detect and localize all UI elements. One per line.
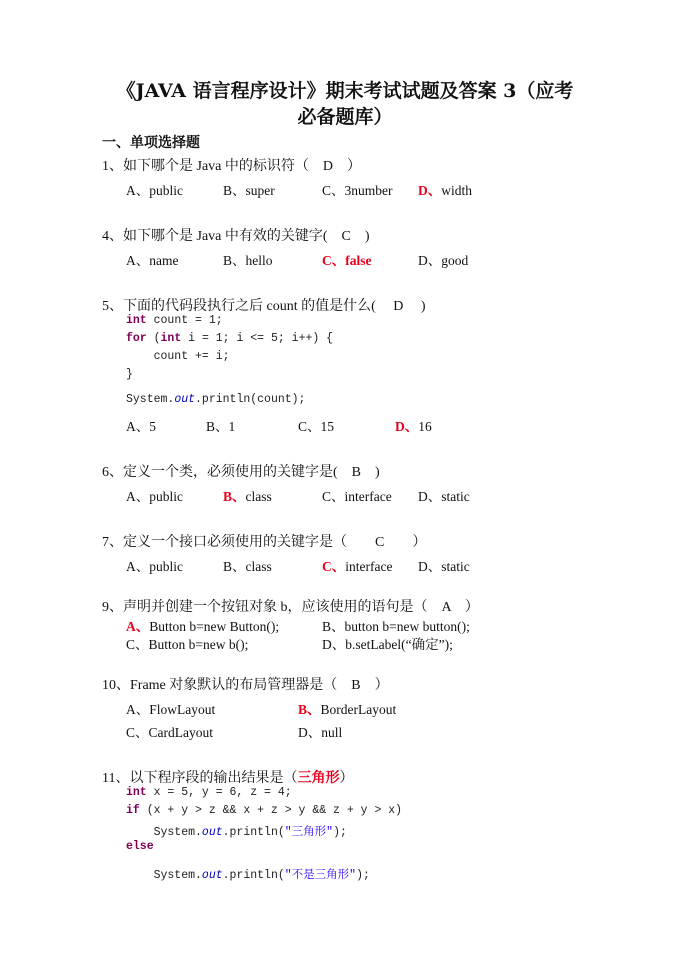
q4-option-c-answer: C、false	[322, 253, 372, 268]
q11-code-line-3: System.out.println("三角形");	[126, 826, 347, 839]
question-11: 11、以下程序段的输出结果是（三角形）	[102, 771, 354, 786]
q10-option-b	[298, 698, 396, 718]
q1-option-a: A、public	[126, 183, 183, 198]
q5-option-b: B、1	[206, 419, 236, 434]
q1-option-b: B、super	[223, 183, 275, 198]
q11-code-line-2: if (x + y > z && x + z > y && z + y > x)	[126, 804, 403, 817]
question-4: 4、如下哪个是 Java 中有效的关键字( C )	[102, 229, 370, 244]
q5-answer-mark: D、	[395, 419, 419, 434]
q9-answer-mark: A、	[126, 619, 150, 634]
q1-answer-mark: D、	[418, 183, 442, 198]
q11-code-line-5: System.out.println("不是三角形");	[126, 869, 370, 882]
q7-option-d: D、static	[418, 559, 470, 574]
q10-option-c: C、CardLayout	[126, 725, 213, 740]
q9-option-a-text: Button b=new Button();	[149, 619, 280, 634]
document-title-line-2: 必备题库）	[297, 106, 393, 128]
q11-answer: 三角形	[297, 771, 340, 786]
question-1: 1、如下哪个是 Java 中的标识符（ D ）	[102, 159, 361, 174]
q6-option-b-text: class	[245, 489, 272, 504]
q5-option-a: A、5	[126, 419, 156, 434]
q11-code-line-4: else	[126, 840, 154, 853]
q4-option-a: A、name	[126, 253, 179, 268]
q5-option-d	[395, 415, 432, 435]
q4-option-b: B、hello	[223, 253, 273, 268]
question-7: 7、定义一个接口必须使用的关键字是（ C ）	[102, 535, 427, 550]
document-title-line-1: 《JAVA 语言程序设计》期末考试试题及答案 3（应考	[116, 80, 574, 102]
q5-option-d-text: 16	[418, 419, 432, 434]
q6-option-a: A、public	[126, 489, 183, 504]
question-6: 6、定义一个类，必须使用的关键字是( B )	[102, 465, 380, 480]
q9-option-d: D、b.setLabel(“确定”);	[322, 637, 453, 652]
question-10: 10、Frame 对象默认的布局管理器是（ B ）	[102, 678, 389, 693]
q10-option-a: A、FlowLayout	[126, 702, 216, 717]
q11-code-line-1: int x = 5, y = 6, z = 4;	[126, 786, 292, 799]
q7-option-c-text: interface	[345, 559, 393, 574]
q10-option-d: D、null	[298, 725, 343, 740]
section-heading: 一、单项选择题	[102, 135, 200, 151]
q1-option-c: C、3number	[322, 183, 393, 198]
q1-option-d	[418, 179, 472, 199]
q7-option-b: B、class	[223, 559, 272, 574]
q5-option-c: C、15	[298, 419, 335, 434]
q9-option-c: C、Button b=new b();	[126, 637, 249, 652]
q7-option-c	[322, 555, 392, 575]
q10-answer-mark: B、	[298, 702, 321, 717]
q6-option-c: C、interface	[322, 489, 392, 504]
q6-option-d: D、static	[418, 489, 470, 504]
question-5: 5、下面的代码段执行之后 count 的值是什么( D )	[102, 299, 426, 314]
q5-code-line-5: System.out.println(count);	[126, 393, 306, 406]
q5-code-line-4: }	[126, 368, 133, 381]
q4-option-d: D、good	[418, 253, 469, 268]
q5-code-line-2: for (int i = 1; i <= 5; i++) {	[126, 332, 334, 345]
q5-code-line-3: count += i;	[126, 350, 230, 363]
q7-option-a: A、public	[126, 559, 183, 574]
question-9: 9、声明并创建一个按钮对象 b，应该使用的语句是（ A ）	[102, 600, 479, 615]
q9-option-b: B、button b=new button();	[322, 619, 470, 634]
q6-answer-mark: B、	[223, 489, 246, 504]
q10-option-b-text: BorderLayout	[320, 702, 397, 717]
q9-option-a	[126, 615, 279, 635]
q7-answer-mark: C、	[322, 559, 346, 574]
q1-option-d-text: width	[441, 183, 473, 198]
q6-option-b	[223, 485, 272, 505]
q5-code-line-1: int count = 1;	[126, 314, 223, 327]
